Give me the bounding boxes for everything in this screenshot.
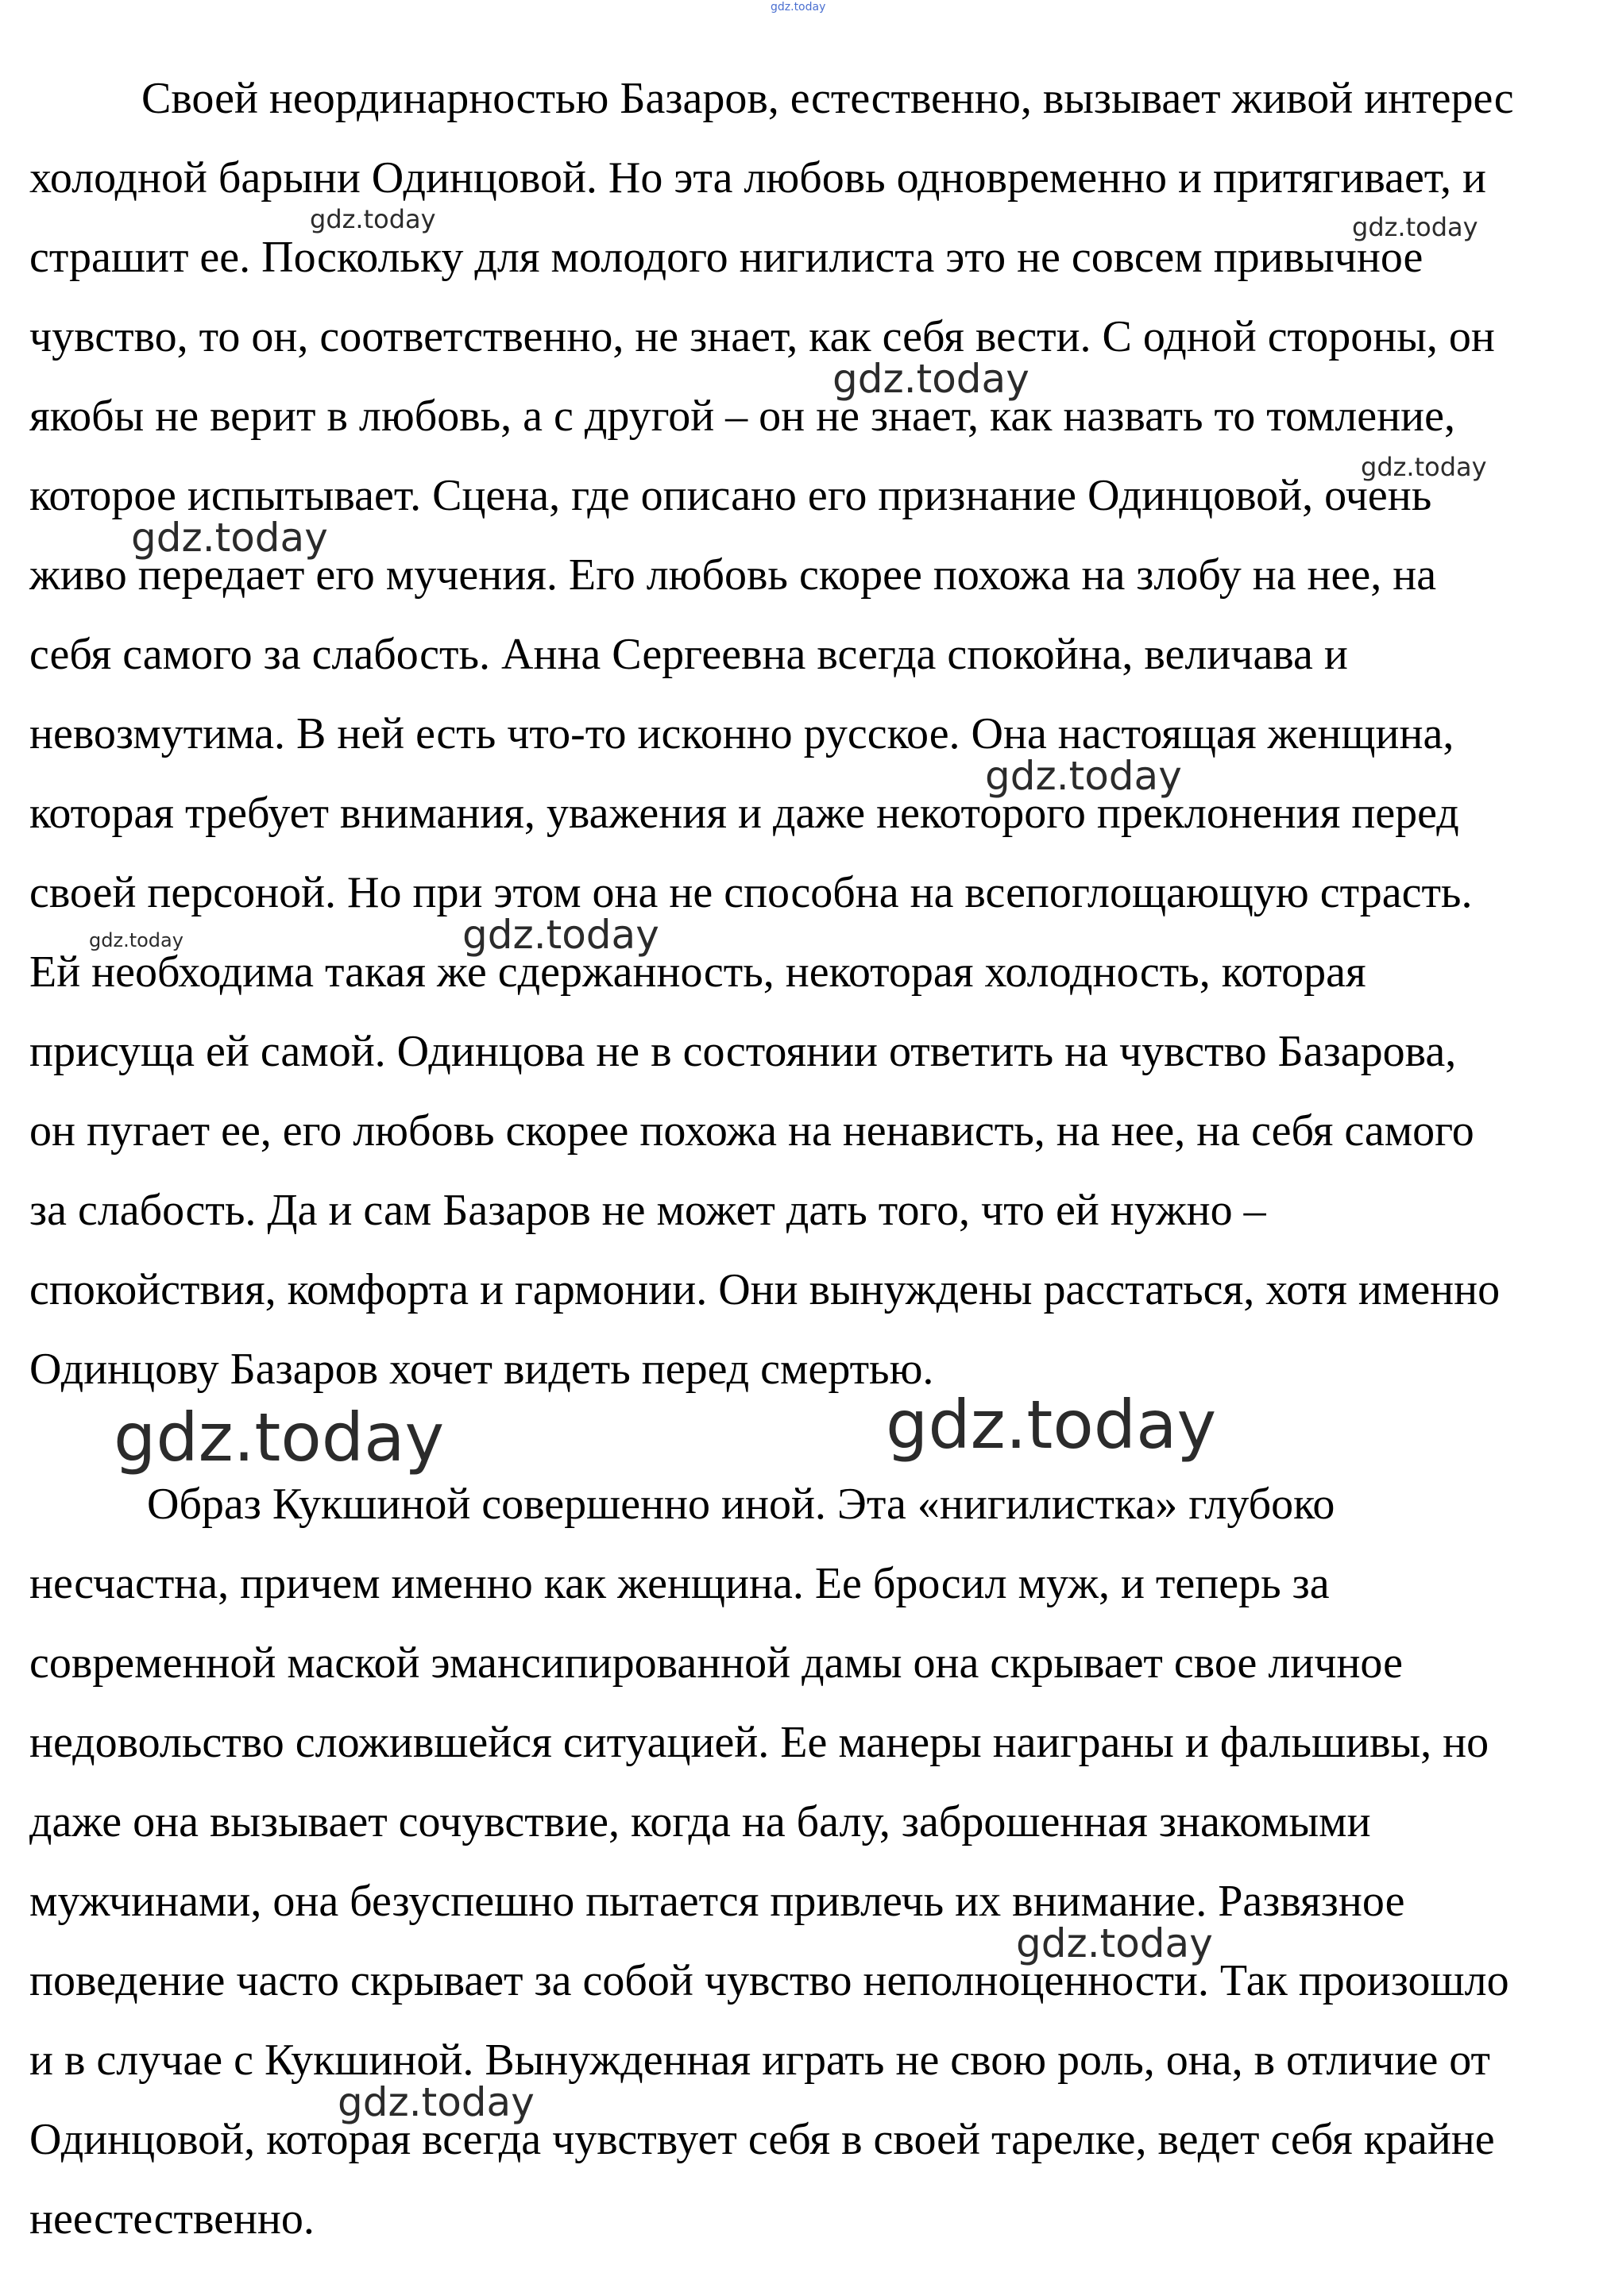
watermark: gdz.today bbox=[771, 1, 826, 14]
text-line: несчастна, причем именно как женщина. Ее бросил муж, и теперь за bbox=[29, 1559, 1330, 1608]
watermark: gdz.today bbox=[131, 515, 328, 561]
text-line: страшит ее. Поскольку для молодого нигилиста это не совсем привычное bbox=[29, 233, 1424, 282]
text-line: которая требует внимания, уважения и даже некоторого преклонения перед bbox=[29, 789, 1459, 838]
text-line: Одинцову Базаров хочет видеть перед смертью. bbox=[29, 1345, 934, 1394]
text-line: неестественно. bbox=[29, 2194, 315, 2244]
text-line: мужчинами, она безуспешно пытается привлечь их внимание. Развязное bbox=[29, 1877, 1405, 1926]
watermark: gdz.today bbox=[338, 2079, 535, 2125]
text-line: Ей необходима такая же сдержанность, некоторая холодность, которая bbox=[29, 947, 1366, 997]
text-line: современной маской эмансипированной дамы она скрывает свое личное bbox=[29, 1638, 1403, 1688]
text-line: якобы не верит в любовь, а с другой – он не знает, как назвать то томление, bbox=[29, 392, 1455, 441]
watermark: gdz.today bbox=[1016, 1920, 1213, 1966]
text-line: он пугает ее, его любовь скорее похожа на ненависть, на нее, на себя самого bbox=[29, 1106, 1474, 1156]
text-line: Образ Кукшиной совершенно иной. Эта «нигилистка» глубоко bbox=[147, 1480, 1335, 1529]
text-line: своей персоной. Но при этом она не способна на всепоглощающую страсть. bbox=[29, 868, 1473, 917]
text-line: недовольство сложившейся ситуацией. Ее манеры наиграны и фальшивы, но bbox=[29, 1718, 1489, 1767]
watermark: gdz.today bbox=[886, 1386, 1217, 1464]
text-line: себя самого за слабость. Анна Сергеевна всегда спокойна, величава и bbox=[29, 630, 1348, 679]
watermark: gdz.today bbox=[89, 929, 183, 951]
watermark: gdz.today bbox=[1352, 212, 1478, 242]
watermark: gdz.today bbox=[462, 912, 659, 958]
text-line: Своей неординарностью Базаров, естественно, вызывает живой интерес bbox=[141, 74, 1514, 123]
text-line: Одинцовой, которая всегда чувствует себя в своей тарелке, ведет себя крайне bbox=[29, 2115, 1495, 2164]
watermark: gdz.today bbox=[985, 753, 1182, 799]
watermark: gdz.today bbox=[114, 1399, 445, 1476]
text-line: чувство, то он, соответственно, не знает, как себя вести. С одной стороны, он bbox=[29, 312, 1495, 361]
text-line: спокойствия, комфорта и гармонии. Они вынуждены расстаться, хотя именно bbox=[29, 1265, 1501, 1314]
text-line: даже она вызывает сочувствие, когда на балу, заброшенная знакомыми bbox=[29, 1797, 1371, 1846]
text-line: поведение часто скрывает за собой чувство неполноценности. Так произошло bbox=[29, 1956, 1509, 2005]
text-line: невозмутима. В ней есть что-то исконно русское. Она настоящая женщина, bbox=[29, 709, 1454, 758]
text-line: присуща ей самой. Одинцова не в состоянии ответить на чувство Базарова, bbox=[29, 1027, 1457, 1076]
text-line: и в случае с Кукшиной. Вынужденная играть не свою роль, она, в отличие от bbox=[29, 2036, 1491, 2085]
text-line: за слабость. Да и сам Базаров не может дать того, что ей нужно – bbox=[29, 1186, 1266, 1235]
text-line: которое испытывает. Сцена, где описано его признание Одинцовой, очень bbox=[29, 471, 1432, 520]
watermark: gdz.today bbox=[1361, 452, 1487, 482]
watermark: gdz.today bbox=[310, 204, 436, 234]
watermark: gdz.today bbox=[832, 356, 1029, 402]
text-line: холодной барыни Одинцовой. Но эта любовь одновременно и притягивает, и bbox=[29, 153, 1487, 203]
text-line: живо передает его мучения. Его любовь скорее похожа на злобу на нее, на bbox=[29, 550, 1437, 600]
